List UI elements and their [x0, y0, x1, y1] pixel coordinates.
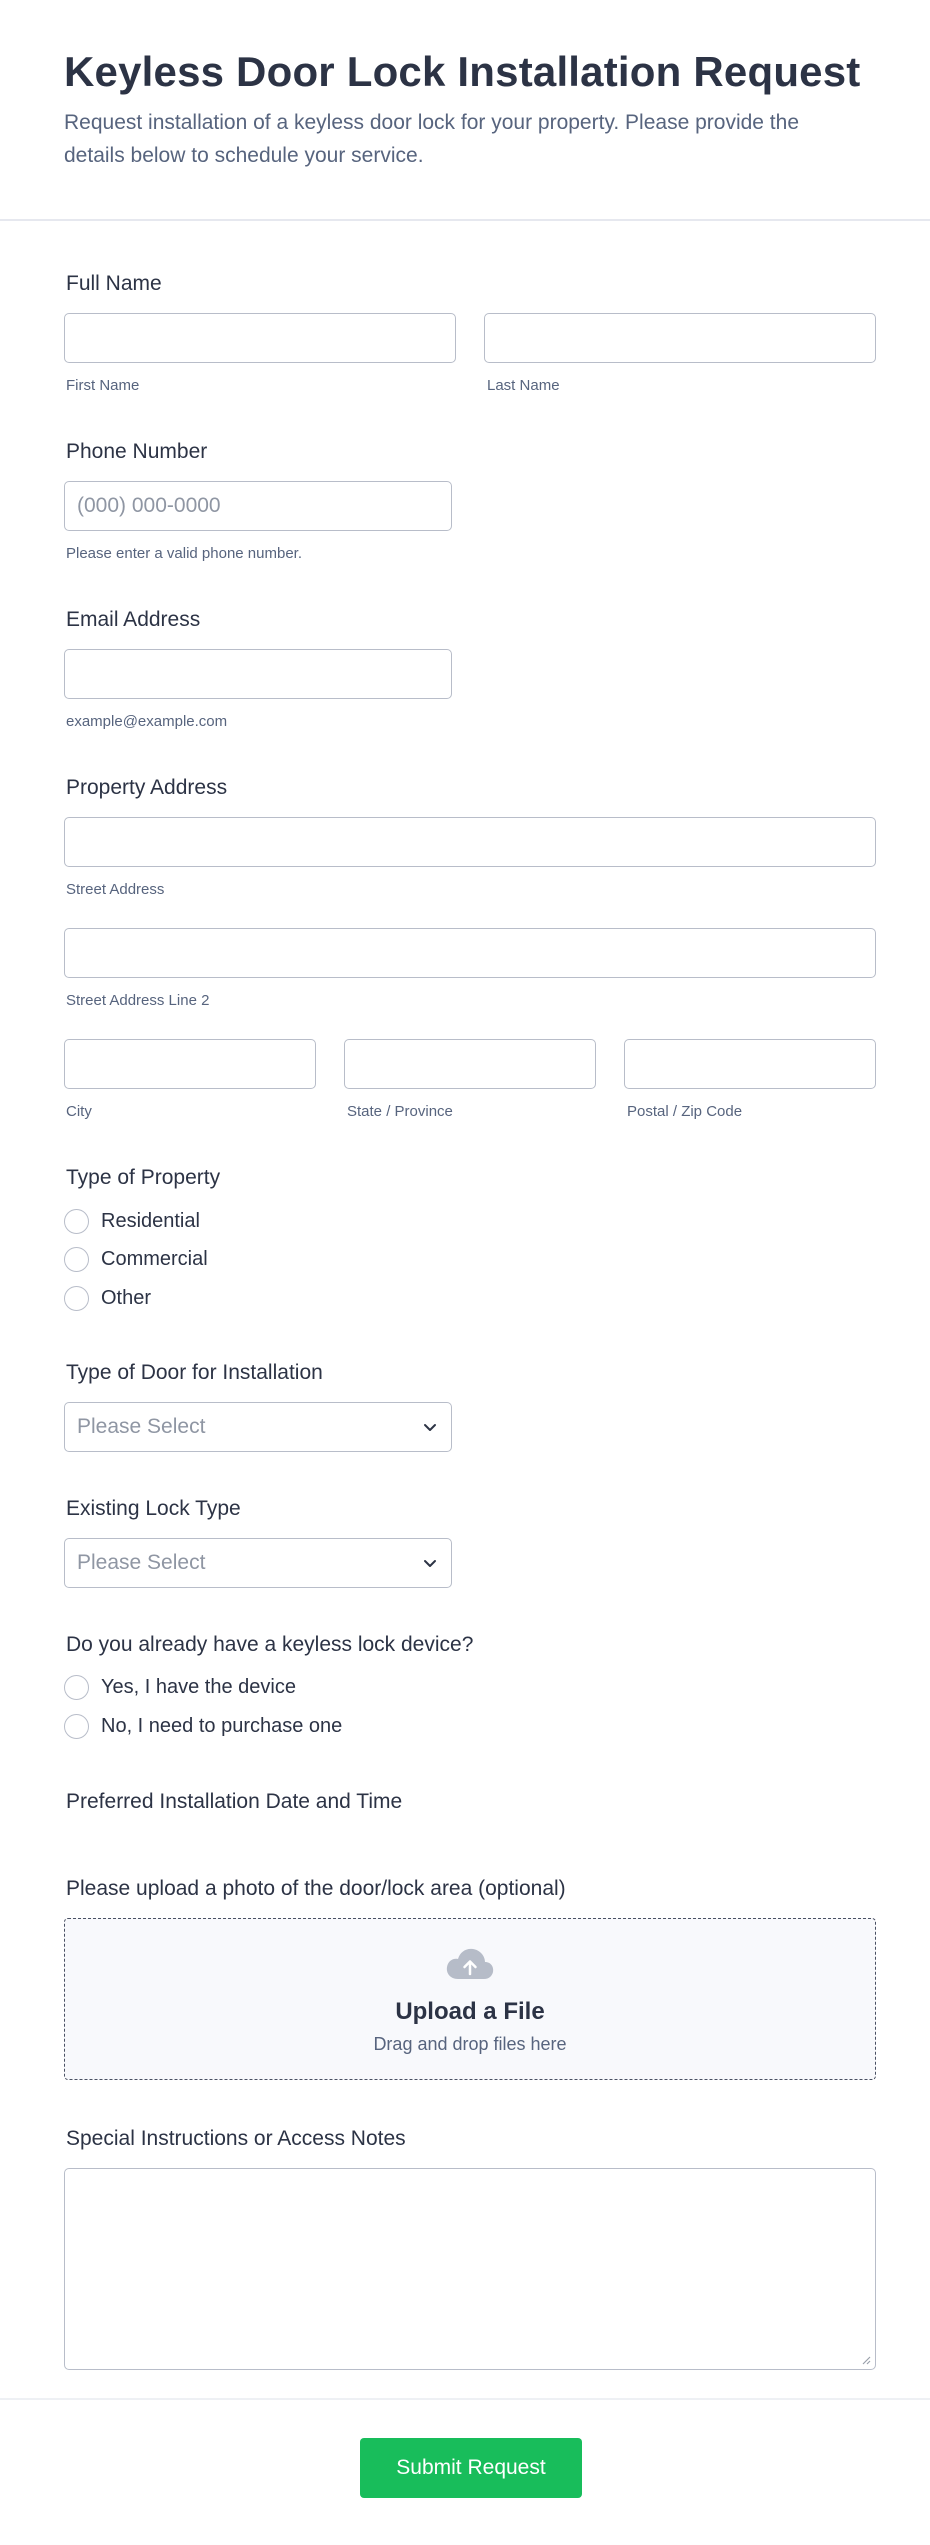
lock-type-select[interactable] [64, 1538, 452, 1588]
lock-type-label: Existing Lock Type [66, 1497, 241, 1520]
email-label: Email Address [66, 608, 201, 631]
has-device-label: Do you already have a keyless lock device? [66, 1633, 474, 1656]
upload-title: Upload a File [395, 1998, 545, 2025]
last-name-field[interactable] [484, 313, 876, 363]
first-name-field[interactable] [64, 313, 456, 363]
resize-grip-icon[interactable] [861, 2355, 871, 2365]
chevron-down-icon [421, 1418, 439, 1436]
street-address-line2-sublabel: Street Address Line 2 [66, 992, 210, 1009]
upload-label: Please upload a photo of the door/lock area (optional) [66, 1877, 566, 1900]
city-field[interactable] [64, 1039, 316, 1089]
radio-option-other[interactable] [64, 1286, 151, 1311]
radio-option-need-device[interactable] [64, 1714, 342, 1739]
first-name-sublabel: First Name [66, 377, 140, 394]
instructions-label: Special Instructions or Access Notes [66, 2127, 406, 2150]
chevron-down-icon [421, 1554, 439, 1572]
radio-button[interactable] [64, 1675, 89, 1700]
file-upload-dropzone[interactable] [64, 1918, 876, 2080]
phone-input[interactable] [77, 482, 439, 530]
radio-label: Yes, I have the device [101, 1676, 296, 1698]
door-type-label: Type of Door for Installation [66, 1361, 323, 1384]
email-hint: example@example.com [66, 713, 228, 730]
upload-subtitle: Drag and drop files here [373, 2034, 567, 2054]
preferred-datetime-label: Preferred Installation Date and Time [66, 1790, 403, 1813]
property-type-label: Type of Property [66, 1166, 221, 1189]
zip-sublabel: Postal / Zip Code [627, 1103, 743, 1120]
city-input[interactable] [77, 1040, 303, 1088]
radio-label: Commercial [101, 1248, 208, 1270]
radio-button[interactable] [64, 1714, 89, 1739]
page-subtitle: Request installation of a keyless door lock for your property. Please provide the details below to schedule your service. [64, 111, 799, 167]
radio-label: Residential [101, 1210, 200, 1232]
state-input[interactable] [357, 1040, 583, 1088]
submit-button[interactable]: Submit Request [360, 2438, 582, 2498]
radio-label: Other [101, 1287, 152, 1309]
property-address-label: Property Address [66, 776, 228, 799]
page-title: Keyless Door Lock Installation Request [64, 48, 861, 95]
form-header [0, 0, 930, 221]
phone-label: Phone Number [66, 440, 208, 463]
street-address-line2-field[interactable] [64, 928, 876, 978]
door-type-selected: Please Select [77, 1415, 206, 1438]
cloud-upload-icon [444, 1945, 496, 1985]
email-input[interactable] [77, 650, 439, 698]
zip-input[interactable] [637, 1040, 863, 1088]
radio-option-commercial[interactable] [64, 1247, 208, 1272]
zip-field[interactable] [624, 1039, 876, 1089]
radio-option-has-device[interactable] [64, 1675, 296, 1700]
lock-type-selected: Please Select [77, 1551, 206, 1574]
street-address-sublabel: Street Address [66, 881, 165, 898]
last-name-input[interactable] [497, 314, 863, 362]
full-name-label: Full Name [66, 272, 162, 295]
radio-button[interactable] [64, 1286, 89, 1311]
phone-hint: Please enter a valid phone number. [66, 545, 302, 562]
street-address-field[interactable] [64, 817, 876, 867]
city-sublabel: City [66, 1103, 92, 1120]
street-address-line2-input[interactable] [77, 929, 863, 977]
street-address-input[interactable] [77, 818, 863, 866]
first-name-input[interactable] [77, 314, 443, 362]
radio-button[interactable] [64, 1209, 89, 1234]
instructions-textarea[interactable] [64, 2168, 876, 2370]
last-name-sublabel: Last Name [487, 377, 560, 394]
phone-field[interactable] [64, 481, 452, 531]
state-sublabel: State / Province [347, 1103, 453, 1120]
door-type-select[interactable] [64, 1402, 452, 1452]
radio-button[interactable] [64, 1247, 89, 1272]
radio-label: No, I need to purchase one [101, 1715, 343, 1737]
state-field[interactable] [344, 1039, 596, 1089]
form-footer [0, 2398, 930, 2545]
email-field[interactable] [64, 649, 452, 699]
radio-option-residential[interactable] [64, 1209, 200, 1234]
